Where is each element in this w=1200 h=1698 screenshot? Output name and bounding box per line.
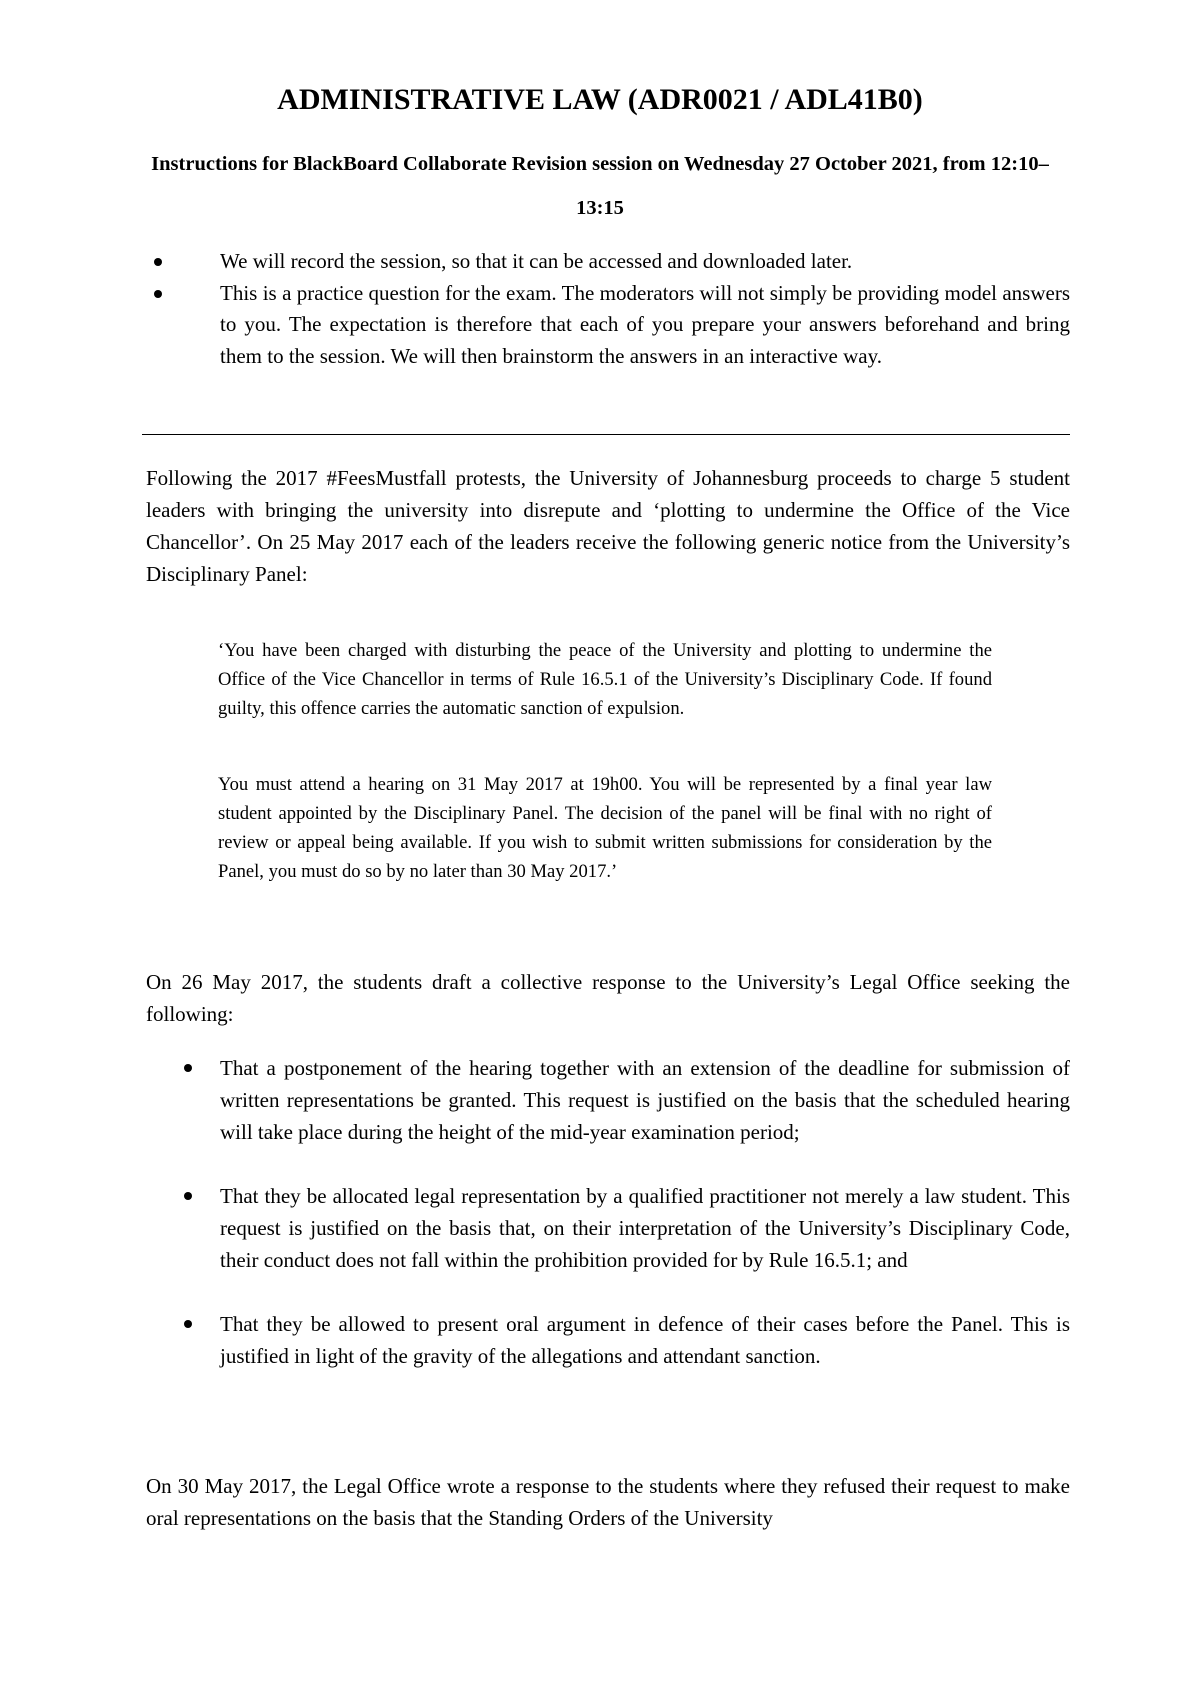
response-paragraph: On 26 May 2017, the students draft a collective response to the University’s Legal Office seeking the following: (146, 970, 1070, 1026)
list-item (174, 1308, 1070, 1372)
list-item (142, 246, 1070, 278)
instruction-text: We will record the session, so that it can be accessed and downloaded later. (220, 249, 853, 273)
document-title: ADMINISTRATIVE LAW (ADR0021 / ADL41B0) (277, 83, 923, 116)
instructions-list (142, 246, 1070, 372)
request-text: That a postponement of the hearing together with an extension of the deadline for submission of written representations be granted. This request is justified on the basis that the scheduled hearing will take place during the height of the mid-year examination period; (220, 1056, 1070, 1144)
bullet-icon (154, 290, 162, 298)
intro-paragraph: Following the 2017 #FeesMustfall protests, the University of Johannesburg proceeds to charge 5 student leaders with bringing the university into disrepute and ‘plotting to undermine the Office of the Vice Chancellor’. On 25 May 2017 each of the leaders receive the following generic notice from the University’s Disciplinary Panel: (146, 466, 1070, 586)
list-item (174, 1052, 1070, 1148)
instruction-text: This is a practice question for the exam. The moderators will not simply be providing model answers to you. The expectation is therefore that each of you prepare your answers beforehand and bring them to the session. We will then brainstorm the answers in an interactive way. (220, 280, 1070, 368)
bullet-icon (184, 1192, 192, 1200)
bullet-icon (184, 1320, 192, 1328)
horizontal-divider (142, 434, 1070, 435)
requests-list (174, 1052, 1070, 1404)
request-text: That they be allocated legal representation by a qualified practitioner not merely a law student. This request is justified on the basis that, on their interpretation of the University’s Disciplinary Code, their conduct does not fall within the prohibition provided for by Rule 16.5.1; and (220, 1184, 1070, 1272)
list-item (142, 278, 1070, 373)
notice-paragraph: ‘You have been charged with disturbing the peace of the University and plotting to undermine the Office of the Vice Chancellor in terms of Rule 16.5.1 of the University’s Disciplinary Code. If found guilty, this offence carries the automatic sanction of expulsion. (218, 640, 992, 719)
list-item (174, 1180, 1070, 1276)
final-paragraph: On 30 May 2017, the Legal Office wrote a response to the students where they refused their request to make oral representations on the basis that the Standing Orders of the University (146, 1474, 1070, 1530)
request-text: That they be allowed to present oral argument in defence of their cases before the Panel. This is justified in light of the gravity of the allegations and attendant sanction. (220, 1312, 1070, 1368)
session-instructions-heading: Instructions for BlackBoard Collaborate Revision session on Wednesday 27 October 2021, from 12:10– 13:15 (151, 153, 1049, 219)
notice-paragraph: You must attend a hearing on 31 May 2017 at 19h00. You will be represented by a final year law student appointed by the Disciplinary Panel. The decision of the panel will be final with no right of review or appeal being available. If you wish to submit written submissions for consideration by the Panel, you must do so by no later than 30 May 2017.’ (218, 774, 992, 882)
bullet-icon (154, 258, 162, 266)
bullet-icon (184, 1064, 192, 1072)
